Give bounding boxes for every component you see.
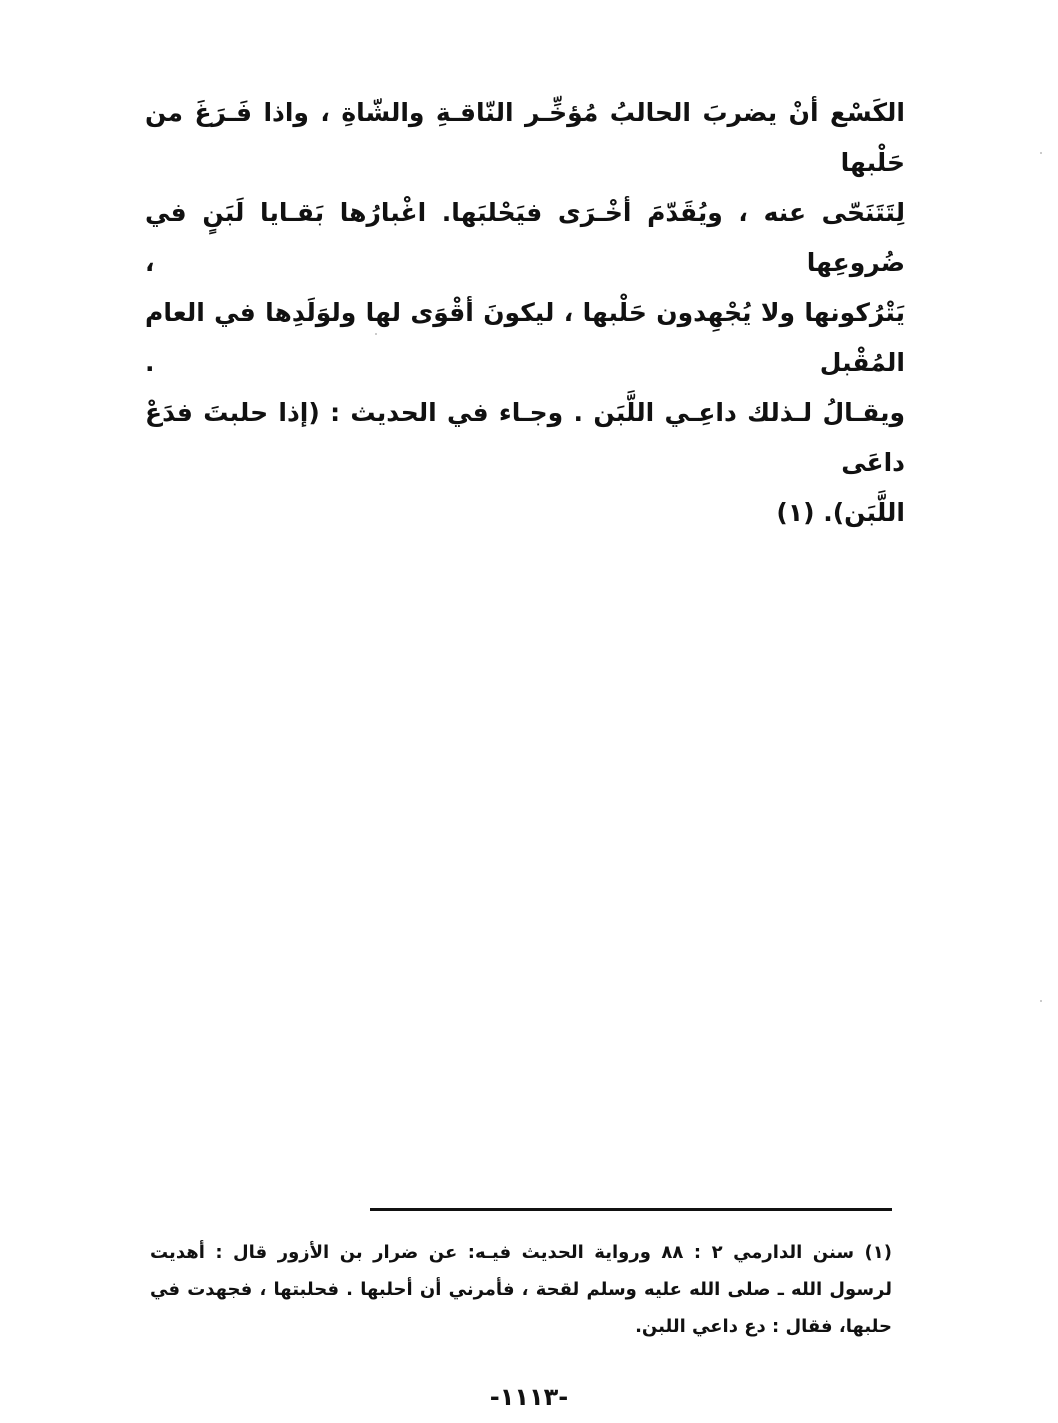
footnote-line: حلبها، فقال : دع داعي اللبن. — [635, 1316, 892, 1337]
main-text-block — [145, 88, 905, 538]
page-number: -١١١٣- — [489, 1383, 569, 1411]
text-line: ويقـالُ لـذلك داعِـي اللَّبَن . وجـاء في الحديث : (إذا حلبتَ فدَعْ داعَى — [145, 398, 905, 477]
footnote-line: (١) سنن الدارمي ٢ : ٨٨ ورواية الحديث فيـه: عن ضرار بن الأزور قال : أهديت — [150, 1242, 892, 1263]
footnote-line: لرسول الله ـ صلى الله عليه وسلم لقحة ، فأمرني أن أحلبها . فحلبتها ، فجهدت في — [150, 1279, 892, 1300]
text-line: اللَّبَن). (١) — [776, 498, 905, 527]
scan-speck — [375, 333, 377, 335]
scan-speck — [1040, 152, 1042, 154]
text-line: الكَسْع أنْ يضربَ الحالبُ مُؤخِّـر النّاقـةِ والشّاةِ ، واذا فَـرَغَ من حَلْبها — [145, 98, 905, 177]
text-line: لِتَتَنَحّى عنه ، ويُقَدّمَ أخْـرَى فيَحْلبَها. اغْبارُها بَقـايا لَبَنٍ في ضُروعِها ، — [145, 198, 905, 277]
footnote-divider — [370, 1208, 892, 1211]
footnote-block — [150, 1234, 892, 1345]
text-line: يَتْرُكونها ولا يُجْهِدون حَلْبها ، ليكونَ أقْوَى لها ولوَلَدِها في العام المُقْبل . — [145, 298, 905, 377]
scan-speck — [1040, 1000, 1042, 1002]
